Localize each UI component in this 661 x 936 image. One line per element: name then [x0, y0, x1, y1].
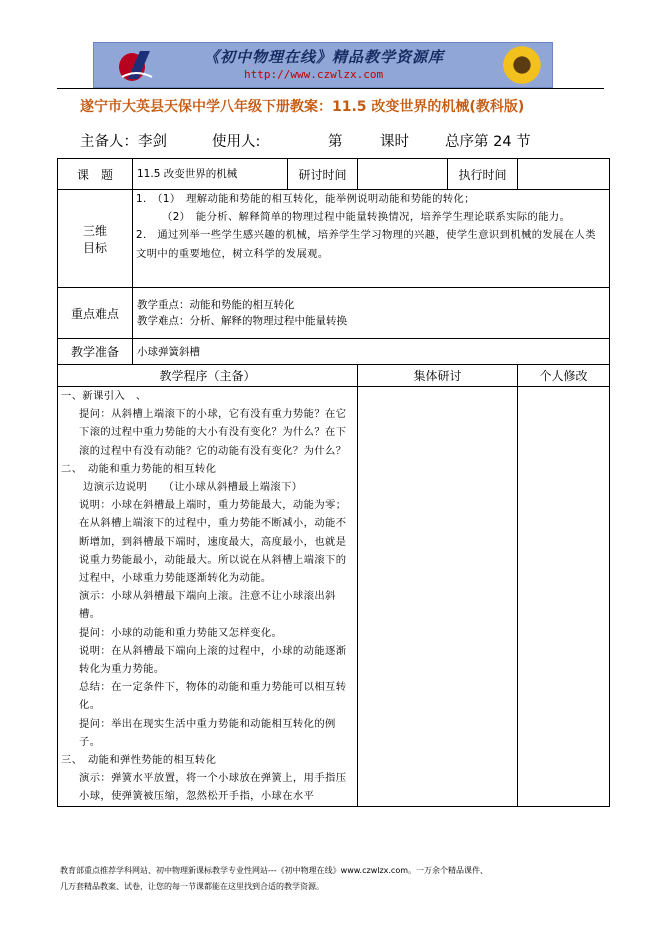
procedure-row: [58, 387, 610, 807]
prep-value: 小球弹簧斜槽: [133, 339, 610, 365]
topic-row: [58, 159, 610, 190]
execute-time-value: [518, 159, 610, 190]
procedure-content: [58, 387, 358, 807]
key-point: 教学重点：动能和势能的相互转化: [137, 299, 295, 311]
topic-value: 11.5 改变世界的机械: [133, 159, 288, 190]
site-logo: [116, 47, 156, 83]
prep-row: [58, 339, 610, 365]
group-research-cell: [358, 387, 518, 807]
procedure-paragraph: 一、新课引入 、: [61, 390, 147, 402]
key-points-label: 重点难点: [58, 288, 133, 339]
period-prefix: 第: [328, 134, 343, 150]
sequence-label: 总序第 24 节: [445, 134, 531, 150]
key-points-row: [58, 288, 610, 339]
prep-label: 教学准备: [58, 339, 133, 365]
topic-label: 课 题: [58, 159, 133, 190]
execute-time-label: 执行时间: [448, 159, 518, 190]
group-research-header: 集体研讨: [358, 365, 518, 387]
procedure-paragraph: 演示：弹簧水平放置，将一个小球放在弹簧上，用手指压小球，使弹簧被压缩，忽然松开手指，小球在水平: [79, 772, 347, 803]
banner-url[interactable]: http://www.czwlzx.com: [244, 68, 384, 81]
period-suffix: 课时: [380, 134, 409, 150]
goal-item: 2. 通过列举一些学生感兴趣的机械，培养学生学习物理的兴趣，使学生意识到机械的发展在人类文明中的重要地位，树立科学的发展观。: [136, 229, 596, 260]
goals-label: [58, 190, 133, 288]
goal-item: （2） 能分析、解释简单的物理过程中能量转换情况，培养学生理论联系实际的能力。: [162, 211, 571, 224]
header-banner: [93, 42, 553, 88]
research-time-value: [358, 159, 448, 190]
difficult-point: 教学难点：分析、解释的物理过程中能量转换: [137, 315, 347, 327]
sunflower-image: [500, 45, 544, 85]
procedure-paragraph: 演示：小球从斜槽最下端向上滚。注意不让小球滚出斜槽。: [79, 590, 336, 621]
footer-line2: 几万套精品教案、试卷，让您的每一节课都能在这里找到合适的教学资源。: [60, 882, 324, 891]
document-title: 遂宁市大英县天保中学八年级下册教案：11.5 改变世界的机械(教科版): [80, 99, 525, 115]
lesson-plan-table: [57, 158, 610, 807]
goal-item: 1. （1） 理解动能和势能的相互转化，能举例说明动能和势能的转化；: [136, 193, 475, 205]
procedure-list: [61, 387, 354, 806]
procedure-header-row: [58, 365, 610, 387]
research-time-label: 研讨时间: [288, 159, 358, 190]
goals-content: [133, 190, 610, 288]
procedure-paragraph: 边演示边说明 （让小球从斜槽最上端滚下）: [83, 481, 303, 494]
personal-edit-header: 个人修改: [518, 365, 610, 387]
goals-label-line2: 目标: [82, 240, 107, 255]
procedure-paragraph: 说明：小球在斜槽最上端时，重力势能最大，动能为零；在从斜槽上端滚下的过程中，重力势能不断减小，动能不断增加，到斜槽最下端时，速度最大，高度最小，也就是说重力势能最小，动能最大。所以说在从斜槽上端滚下的过程中，小球重力势能逐渐转化为动能。: [79, 499, 347, 585]
procedure-paragraph: 三、 动能和弹性势能的相互转化: [61, 754, 217, 767]
procedure-paragraph: 总结：在一定条件下，物体的动能和重力势能可以相互转化。: [79, 681, 347, 712]
goals-label-line1: 三维: [82, 223, 107, 238]
procedure-paragraph: 提问：举出在现实生活中重力势能和动能相互转化的例子。: [79, 717, 336, 748]
procedure-paragraph: 说明：在从斜槽最下端向上滚的过程中，小球的动能逐渐转化为重力势能。: [79, 644, 347, 676]
header-rule: [57, 88, 604, 89]
procedure-header: 教学程序（主备）: [58, 365, 358, 387]
key-points-content: [133, 288, 610, 339]
user-label: 使用人:: [212, 134, 261, 150]
page-footer: [60, 863, 605, 895]
procedure-paragraph: 二、 动能和重力势能的相互转化: [61, 462, 217, 475]
procedure-paragraph: 提问：小球的动能和重力势能又怎样变化。: [79, 626, 283, 639]
preparer-label: 主备人：李剑: [80, 134, 167, 150]
procedure-paragraph: 提问：从斜槽上端滚下的小球，它有没有重力势能？在它下滚的过程中重力势能的大小有没有变化？为什么？在下滚的过程中有没有动能？它的动能有没有变化？为什么？: [79, 408, 347, 457]
personal-edit-cell: [518, 387, 610, 807]
banner-title: 《初中物理在线》精品教学资源库: [204, 48, 445, 66]
goals-row: [58, 190, 610, 288]
footer-line1: 教育部重点推荐学科网站、初中物理新课标教学专业性网站---《初中物理在线》www.czwlzx.com。一万余个精品课件、: [60, 866, 489, 875]
